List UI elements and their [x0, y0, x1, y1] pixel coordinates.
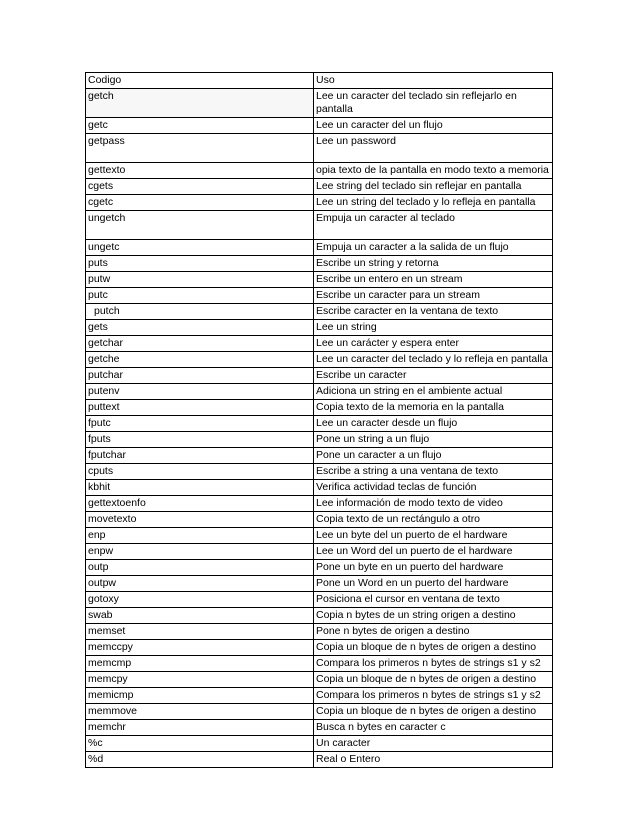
row-code-cell: getche	[86, 352, 314, 368]
table-row	[86, 384, 553, 400]
row-use-cell: Lee un carácter y espera enter	[314, 336, 553, 352]
table-row	[86, 512, 553, 528]
table-row	[86, 118, 553, 134]
table-row	[86, 163, 553, 179]
row-use-cell: Escribe un caracter	[314, 368, 553, 384]
table-row	[86, 608, 553, 624]
row-code-cell: movetexto	[86, 512, 314, 528]
row-use-cell: Copia un bloque de n bytes de origen a destino	[314, 704, 553, 720]
row-code-cell: %c	[86, 736, 314, 752]
table-row	[86, 704, 553, 720]
row-code-cell: getc	[86, 118, 314, 134]
row-code-cell: gotoxy	[86, 592, 314, 608]
table-row	[86, 448, 553, 464]
row-code-cell: memcmp	[86, 656, 314, 672]
row-code-cell: putchar	[86, 368, 314, 384]
row-use-cell: Lee string del teclado sin reflejar en pantalla	[314, 179, 553, 195]
row-use-cell: Escribe a string a una ventana de texto	[314, 464, 553, 480]
table-row	[86, 400, 553, 416]
table-row	[86, 352, 553, 368]
row-use-cell: Copia un bloque de n bytes de origen a destino	[314, 640, 553, 656]
row-use-cell: Lee un string del teclado y lo refleja en pantalla	[314, 195, 553, 211]
row-code-cell: memcpy	[86, 672, 314, 688]
row-code-cell: cgetc	[86, 195, 314, 211]
table-row	[86, 179, 553, 195]
row-use-cell: Busca n bytes en caracter c	[314, 720, 553, 736]
row-code-cell: outp	[86, 560, 314, 576]
row-use-cell: Lee un caracter del un flujo	[314, 118, 553, 134]
table-row	[86, 240, 553, 256]
row-code-cell: cputs	[86, 464, 314, 480]
table-header-row	[86, 73, 553, 89]
table-row	[86, 256, 553, 272]
row-code-cell: memset	[86, 624, 314, 640]
row-use-cell: Copia texto de la memoria en la pantalla	[314, 400, 553, 416]
row-use-cell: Lee un password	[314, 134, 553, 163]
row-use-cell: Lee un byte del un puerto de el hardware	[314, 528, 553, 544]
table-row	[86, 560, 553, 576]
row-use-cell: Lee un caracter del teclado y lo refleja en pantalla	[314, 352, 553, 368]
row-use-cell: Copia n bytes de un string origen a destino	[314, 608, 553, 624]
row-use-cell: Escribe un string y retorna	[314, 256, 553, 272]
row-use-cell: Empuja un caracter al teclado	[314, 211, 553, 240]
row-code-cell: memicmp	[86, 688, 314, 704]
row-code-cell: fputc	[86, 416, 314, 432]
row-code-cell: ungetch	[86, 211, 314, 240]
row-code-cell: putc	[86, 288, 314, 304]
row-code-cell: enpw	[86, 544, 314, 560]
table-row	[86, 640, 553, 656]
header-code: Codigo	[86, 73, 314, 89]
table-row	[86, 195, 553, 211]
row-code-cell: putenv	[86, 384, 314, 400]
row-code-cell: putw	[86, 272, 314, 288]
row-code-cell: fputchar	[86, 448, 314, 464]
row-use-cell: Lee un caracter desde un flujo	[314, 416, 553, 432]
table-row	[86, 320, 553, 336]
row-code-cell: cgets	[86, 179, 314, 195]
header-use: Uso	[314, 73, 553, 89]
table-body	[86, 73, 553, 768]
row-use-cell: Compara los primeros n bytes de strings s1 y s2	[314, 688, 553, 704]
table-row	[86, 416, 553, 432]
row-code-cell: getchar	[86, 336, 314, 352]
row-code-cell: getch	[86, 89, 314, 118]
table-row	[86, 368, 553, 384]
row-code-cell: gettexto	[86, 163, 314, 179]
row-use-cell: Lee información de modo texto de video	[314, 496, 553, 512]
row-use-cell: Verifica actividad teclas de función	[314, 480, 553, 496]
functions-table	[85, 72, 553, 768]
table-row	[86, 656, 553, 672]
row-use-cell: Escribe un caracter para un stream	[314, 288, 553, 304]
row-use-cell: opia texto de la pantalla en modo texto a memoria	[314, 163, 553, 179]
row-code-cell: outpw	[86, 576, 314, 592]
table-row	[86, 496, 553, 512]
row-use-cell: Escribe un entero en un stream	[314, 272, 553, 288]
row-use-cell: Copia un bloque de n bytes de origen a destino	[314, 672, 553, 688]
row-use-cell: Pone un Word en un puerto del hardware	[314, 576, 553, 592]
row-use-cell: Escribe caracter en la ventana de texto	[314, 304, 553, 320]
table-row	[86, 89, 553, 118]
row-use-cell: Posiciona el cursor en ventana de texto	[314, 592, 553, 608]
row-code-cell: puts	[86, 256, 314, 272]
row-use-cell: Lee un Word del un puerto de el hardware	[314, 544, 553, 560]
table-row	[86, 432, 553, 448]
table-row	[86, 624, 553, 640]
table-row	[86, 272, 553, 288]
table-row	[86, 336, 553, 352]
table-row	[86, 528, 553, 544]
row-use-cell: Pone un caracter a un flujo	[314, 448, 553, 464]
row-code-cell: memchr	[86, 720, 314, 736]
table-row	[86, 464, 553, 480]
row-use-cell: Pone un byte en un puerto del hardware	[314, 560, 553, 576]
table-row	[86, 752, 553, 768]
table-row	[86, 304, 553, 320]
row-use-cell: Copia texto de un rectángulo a otro	[314, 512, 553, 528]
table-row	[86, 592, 553, 608]
table-row	[86, 720, 553, 736]
row-code-cell: gets	[86, 320, 314, 336]
table-row	[86, 576, 553, 592]
table-row	[86, 688, 553, 704]
row-code-cell: %d	[86, 752, 314, 768]
row-use-cell: Adiciona un string en el ambiente actual	[314, 384, 553, 400]
row-use-cell: Empuja un caracter a la salida de un flujo	[314, 240, 553, 256]
row-code-cell: enp	[86, 528, 314, 544]
row-code-cell: ungetc	[86, 240, 314, 256]
row-code-cell: putch	[86, 304, 314, 320]
row-code-cell: gettextoenfo	[86, 496, 314, 512]
table-row	[86, 211, 553, 240]
row-use-cell: Real o Entero	[314, 752, 553, 768]
row-use-cell: Pone n bytes de origen a destino	[314, 624, 553, 640]
row-code-cell: getpass	[86, 134, 314, 163]
row-code-cell: fputs	[86, 432, 314, 448]
row-use-cell: Lee un caracter del teclado sin reflejarlo en pantalla	[314, 89, 553, 118]
row-use-cell: Pone un string a un flujo	[314, 432, 553, 448]
row-use-cell: Compara los primeros n bytes de strings s1 y s2	[314, 656, 553, 672]
row-code-cell: kbhit	[86, 480, 314, 496]
table-row	[86, 288, 553, 304]
table-row	[86, 544, 553, 560]
row-code-cell: memccpy	[86, 640, 314, 656]
row-code-cell: memmove	[86, 704, 314, 720]
table-row	[86, 736, 553, 752]
table-row	[86, 480, 553, 496]
table-row	[86, 134, 553, 163]
row-use-cell: Un caracter	[314, 736, 553, 752]
row-use-cell: Lee un string	[314, 320, 553, 336]
table-row	[86, 672, 553, 688]
row-code-cell: puttext	[86, 400, 314, 416]
row-code-cell: swab	[86, 608, 314, 624]
